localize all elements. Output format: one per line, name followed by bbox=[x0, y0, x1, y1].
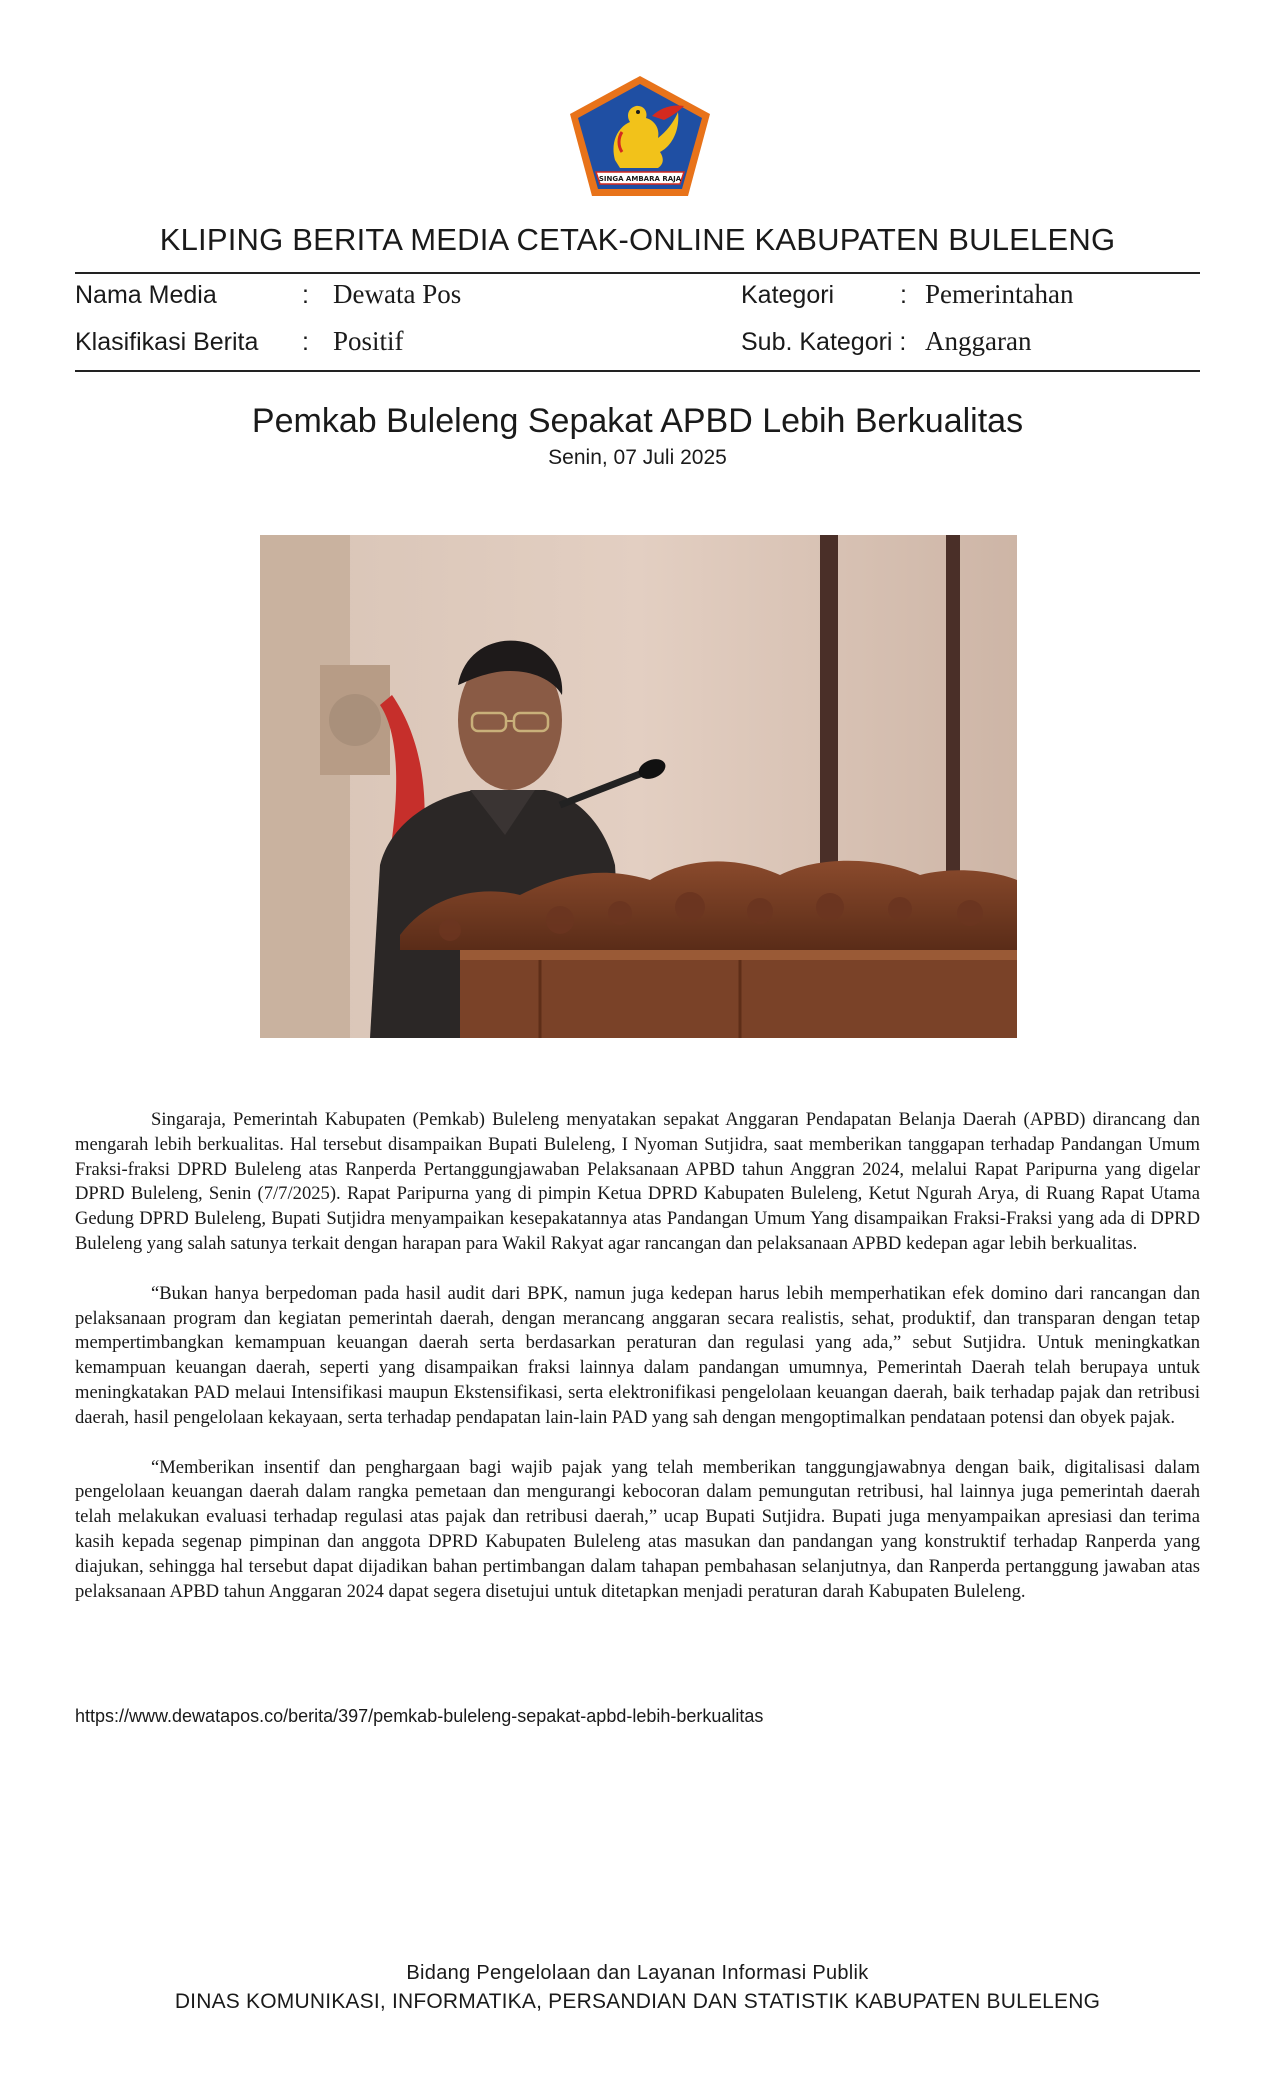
footer-department: Bidang Pengelolaan dan Layanan Informasi Publik bbox=[406, 1962, 869, 1984]
article-paragraph: Singaraja, Pemerintah Kabupaten (Pemkab) Buleleng menyatakan sepakat Anggaran Pendapatan Belanja Daerah (APBD) dirancang dan mengarah lebih berkualitas. Hal tersebut disampaikan Bupati Buleleng, I Nyoman Sutjidra, saat memberikan tanggapan terhadap Pandangan Umum Fraksi-fraksi DPRD Buleleng atas Ranperda Pertanggungjawaban Pelaksanaan APBD tahun Anggran 2024, melalui Rapat Paripurna yang digelar DPRD Buleleng, Senin (7/7/2025). Rapat Paripurna yang di pimpin Ketua DPRD Kabupaten Buleleng, Ketut Ngurah Arya, di Ruang Rapat Utama Gedung DPRD Buleleng, Bupati Sutjidra menyampaikan kesepakatannya atas Pandangan Umum Yang disampaikan Fraksi-Fraksi yang ada di DPRD Buleleng yang salah satunya terkait dengan harapan para Wakil Rakyat agar rancangan dan pelaksanaan APBD kedepan agar lebih berkualitas. bbox=[75, 1109, 1200, 1254]
source-link[interactable]: https://www.dewatapos.co/berita/397/pemkab-buleleng-sepakat-apbd-lebih-berkualitas bbox=[75, 1706, 764, 1726]
media-label: Nama Media bbox=[75, 281, 217, 309]
klasifikasi-value: Positif bbox=[333, 326, 404, 356]
article-paragraph: “Memberikan insentif dan penghargaan bagi wajib pajak yang telah memberikan tanggungjawabnya dengan baik, digitalisasi dalam pengelolaan keuangan daerah dalam rangka pemetaan dan mengurangi kebocoran dalam pemungutan retribusi, hal lainnya juga pemerintah daerah telah melakukan evaluasi terhadap regulasi atas pajak dan retribusi daerah,” ucap Bupati Sutjidra. Bupati juga menyampaikan apresiasi dan terima kasih kepada segenap pimpinan dan anggota DPRD Kabupaten Buleleng atas masukan dan pandangan yang konstruktif terhadap Ranperda yang diajukan, sehingga hal tersebut dapat dijadikan bahan pertimbangan dalam tahapan pembahasan selanjutnya, dan Ranperda pertanggung jawaban atas pelaksanaan APBD tahun Anggaran 2024 dapat segera disetujui untuk ditetapkan menjadi peraturan darah Kabupaten Buleleng. bbox=[75, 1456, 1200, 1602]
kategori-colon: : bbox=[900, 281, 907, 309]
media-value: Dewata Pos bbox=[333, 279, 462, 309]
media-colon: : bbox=[302, 281, 309, 309]
article-title: Pemkab Buleleng Sepakat APBD Lebih Berkualitas bbox=[251, 402, 1024, 440]
subkategori-label: Sub. Kategori : bbox=[741, 328, 907, 356]
header-divider-bottom bbox=[75, 370, 1200, 372]
page-header-title: KLIPING BERITA MEDIA CETAK-ONLINE KABUPATEN BULELENG bbox=[159, 222, 1116, 257]
article-body bbox=[75, 1108, 1200, 1629]
klasifikasi-colon: : bbox=[302, 328, 309, 356]
kategori-label: Kategori bbox=[741, 281, 835, 309]
speaker-photo-graphic bbox=[260, 535, 1017, 1038]
article-paragraph: “Bukan hanya berpedoman pada hasil audit dari BPK, namun juga kedepan harus lebih memperhatikan efek domino dari rancangan dan pelaksanaan program dan kegiatan pemerintah daerah, dengan merancang anggaran secara realistis, sehat, produktif, dan transparan dengan tetap mempertimbangkan kemampuan keuangan daerah serta berdasarkan peraturan dan regulasi yang ada,” sebut Sutjidra. Untuk meningkatkan kemampuan keuangan daerah, seperti yang disampaikan fraksi lainnya dalam pandangan umumnya, Pemerintah Daerah telah berupaya untuk meningkatakan PAD melaui Intensifikasi maupun Ekstensifikasi, serta elektronifikasi pengelolaan keuangan daerah, baik terhadap pajak dan retribusi daerah, hasil pengelolaan kekayaan, serta terhadap pendapatan lain-lain PAD yang sah dengan mengoptimalkan pendataan potensi dan obyek pajak. bbox=[75, 1282, 1200, 1428]
kategori-value: Pemerintahan bbox=[925, 279, 1074, 309]
footer-agency: DINAS KOMUNIKASI, INFORMATIKA, PERSANDIAN DAN STATISTIK KABUPATEN BULELENG bbox=[174, 1990, 1101, 2013]
article-photo bbox=[260, 535, 1017, 1038]
article-date: Senin, 07 Juli 2025 bbox=[548, 446, 727, 469]
crest-motto: SINGA AMBARA RAJA bbox=[598, 175, 682, 183]
crest-graphic bbox=[560, 72, 720, 202]
subkategori-value: Anggaran bbox=[925, 326, 1032, 356]
buleleng-crest-icon bbox=[560, 72, 720, 202]
klasifikasi-label: Klasifikasi Berita bbox=[75, 328, 259, 356]
header-divider-top bbox=[75, 272, 1200, 274]
